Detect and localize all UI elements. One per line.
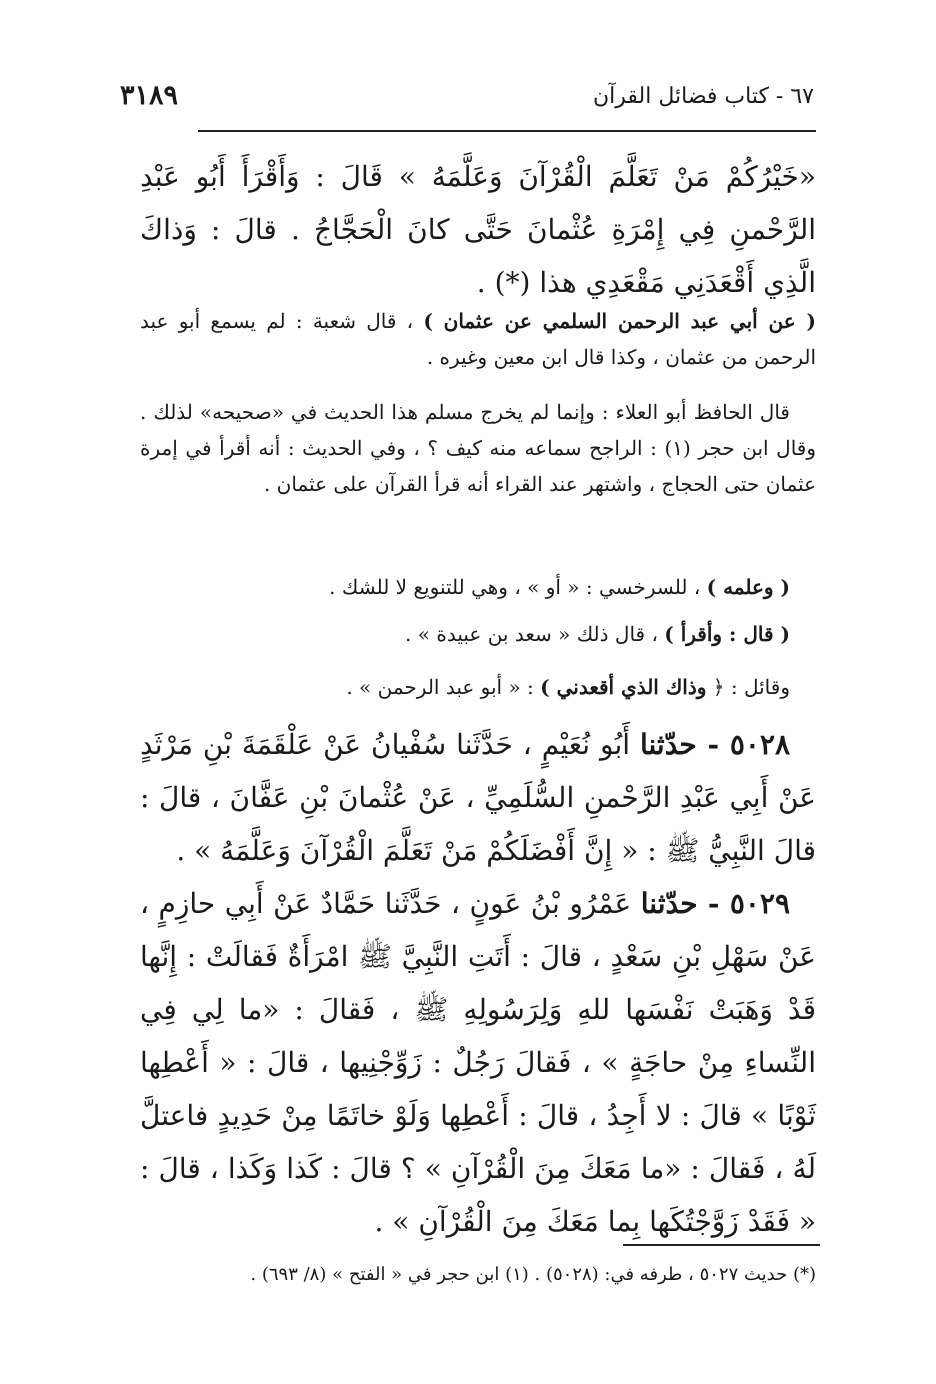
footnote	[140, 1260, 816, 1290]
commentary-lead: وذاك الذي أقعدني )	[540, 675, 707, 699]
hadith-text: أَبُو نُعَيْمٍ ، حَدَّثَنا سُفْيانُ عَنْ عَلْقَمَةَ بْنِ مَرْثَدٍ عَنْ أَبِي عَبْدِ الرَّحْمنِ السُّلَمِيِّ ، عَنْ عُثْمانَ بْنِ عَفَّانَ ، قالَ : قالَ النَّبِيُّ ﷺ : « إِنَّ أَفْضَلَكُمْ مَنْ تَعَلَّمَ الْقُرْآنَ وَعَلَّمَهُ » .	[140, 728, 816, 867]
commentary-text: ، قال شعبة : لم يسمع أبو عبد الرحمن من عثمان ، وكذا قال ابن معين وغيره .	[140, 309, 816, 369]
hadith-5028	[140, 718, 816, 877]
hadith-5029	[140, 877, 816, 1248]
commentary-paragraph-5	[140, 669, 816, 705]
header-rule	[198, 130, 816, 132]
commentary-lead: ( وعلمه )	[706, 575, 790, 599]
commentary-paragraph-2	[140, 394, 816, 502]
commentary-paragraph-3	[140, 569, 816, 605]
running-header	[120, 80, 814, 124]
hadith-continuation-text: «خَيْرُكُمْ مَنْ تَعَلَّمَ الْقُرْآنَ وَعَلَّمَهُ » قَالَ : وَأَقْرَأَ أَبُو عَبْدِ الرَّحْمنِ فِي إِمْرَةِ عُثْمانَ حَتَّى كانَ الْحَجَّاجُ . قالَ : وَذاكَ الَّذِي أَقْعَدَنِي مَقْعَدِي هذا (*) .	[140, 160, 816, 299]
chapter-title: ٦٧ - كتاب فضائل القرآن	[592, 84, 814, 109]
hadith-continuation	[140, 150, 816, 309]
commentary-text: ، للسرخسي : « أو » ، وهي للتنويع لا للشك .	[329, 575, 701, 599]
commentary-text: وقائل : ﴿	[712, 675, 790, 699]
commentary-text: قال الحافظ أبو العلاء : وإنما لم يخرج مسلم هذا الحديث في «صحيحه» لذلك . وقال ابن حجر (١) : الراجح سماعه منه كيف ؟ ، وفي الحديث : أنه أقرأ في إمرة عثمان حتى الحجاج ، واشتهر عند القراء أنه قرأ القرآن على عثمان .	[140, 400, 817, 496]
commentary-lead: ( عن أبي عبد الرحمن السلمي عن عثمان )	[423, 309, 816, 333]
commentary-lead: ( قال : وأقرأ )	[664, 622, 790, 646]
commentary-paragraph-4	[140, 616, 816, 652]
commentary-text: ، قال ذلك « سعد بن عبيدة » .	[405, 622, 658, 646]
commentary-paragraph-1	[140, 303, 816, 375]
commentary-text: : « أبو عبد الرحمن » .	[346, 675, 534, 699]
page-number: ٣١٨٩	[120, 80, 179, 111]
hadith-text: عَمْرُو بْنُ عَونٍ ، حَدَّثَنا حَمَّادٌ عَنْ أَبِي حازِمٍ ، عَنْ سَهْلِ بْنِ سَعْدٍ ، قالَ : أَتَتِ النَّبِيَّ ﷺ امْرَأَةٌ فَقالَتْ : إِنَّها قَدْ وَهَبَتْ نَفْسَها للهِ وَلِرَسُولِهِ ﷺ ، فَقالَ : «ما لِي فِي النِّساءِ مِنْ حاجَةٍ » ، فَقالَ رَجُلٌ : زَوِّجْنِيها ، قالَ : « أَعْطِها ثَوْبًا » قالَ : لا أَجِدُ ، قالَ : أَعْطِها وَلَوْ خاتَمًا مِنْ حَدِيدٍ فاعتلَّ لَهُ ، فَقالَ : «ما مَعَكَ مِنَ الْقُرْآنِ » ؟ قالَ : كَذا وَكَذا ، قالَ : « فَقَدْ زَوَّجْتُكَها بِما مَعَكَ مِنَ الْقُرْآنِ » .	[140, 887, 817, 1238]
hadith-number: ٥٠٢٨ - حدّثنا	[639, 728, 790, 761]
footnote-text: (*) حديث ٥٠٢٧ ، طرفه في: (٥٠٢٨) . (١) ابن حجر في « الفتح » (٨/ ٦٩٣) .	[250, 1264, 816, 1285]
hadith-number: ٥٠٢٩ - حدّثنا	[640, 887, 790, 920]
footnote-rule	[623, 1244, 820, 1246]
